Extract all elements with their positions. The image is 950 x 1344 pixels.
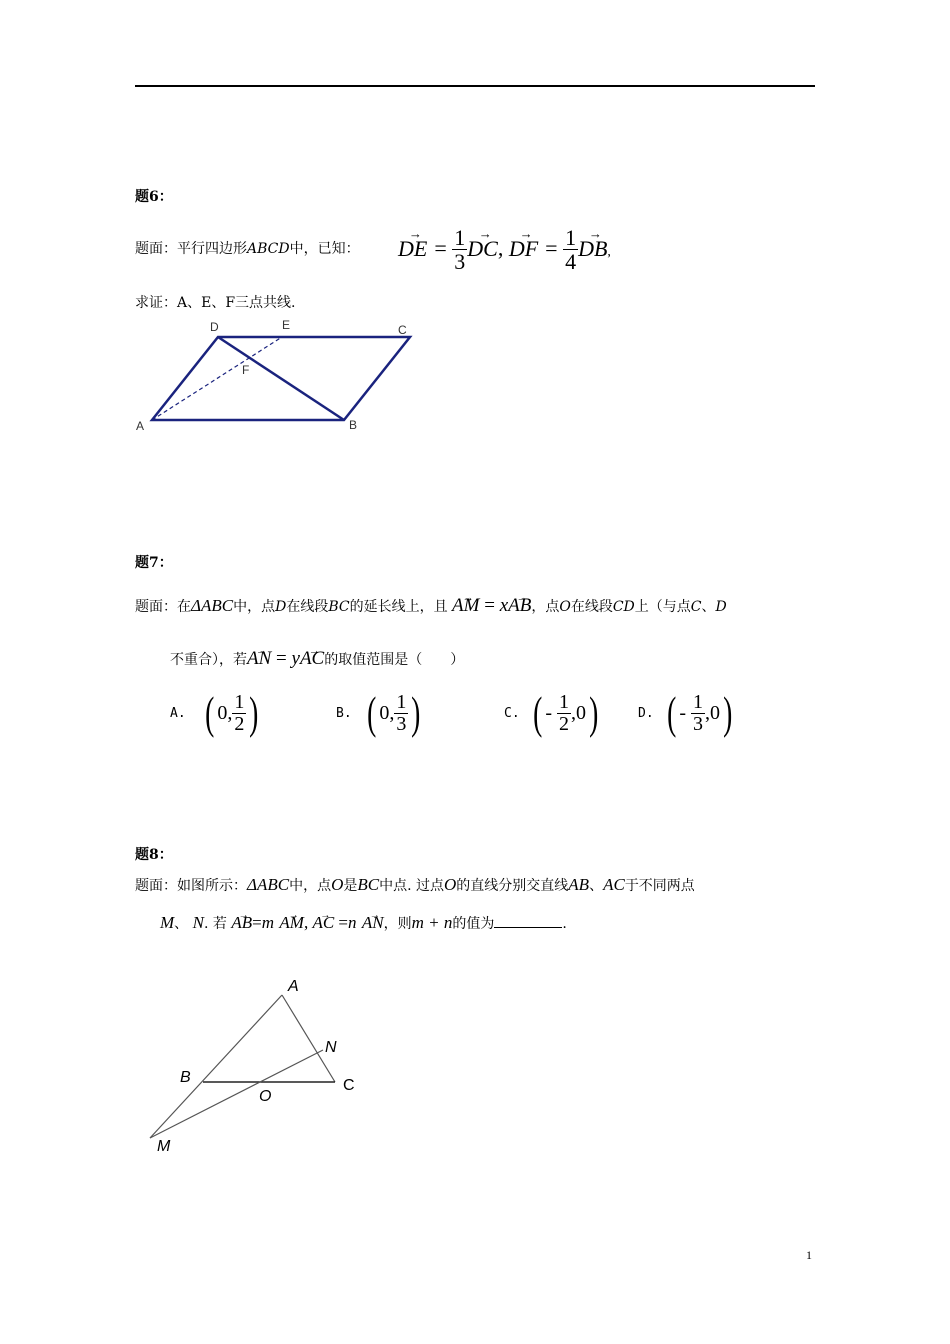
q6-heading: 题6： [135,189,173,205]
label-b: B [349,418,358,432]
option-a-value: ( 0, $\frac{1}{2}$ ) [205,687,259,738]
vec-ac: → AC [300,646,324,672]
fig-label-a: A [288,978,299,995]
q6-formula: → DE = $\frac{1}{3}$ → DC, → DF = $\frac{1}{4}$ → DB, [398,226,611,273]
q8-heading: 题8： [135,847,173,863]
fig-label-m: M [157,1138,171,1155]
option-b-label: B. [336,706,352,721]
q6-statement [135,238,360,258]
fig-label-b: B [180,1069,191,1086]
dashed-ae [152,337,282,420]
q6-prove: 求证：A、E、F三点共线. [135,295,296,311]
vec-ab: → AB [508,593,531,619]
option-d-label: D. [638,706,654,721]
label-d: D [210,320,219,334]
q7-heading: 题7： [135,555,173,571]
frac-one-third: $\frac{1}{3}$ [454,225,466,275]
frac-one-fourth: $\frac{1}{4}$ [565,225,577,275]
vec-de: → DE [398,236,427,262]
q6-shape-name: ABCD [247,241,290,257]
label-e: E [282,318,291,332]
q7-line1: 题面：在ΔABC中，点D在线段BC的延长线上，且 → AM = x→ AB，点O在线段CD上（与点C、D [135,592,727,620]
q8-triangle-figure [145,970,375,1160]
vec-df: → DF [509,236,538,262]
answer-blank[interactable] [494,913,562,928]
option-d-value: ( - $\frac{1}{3}$ ,0 ) [667,687,733,738]
q6-text-prefix: 题面：平行四边形 [135,241,247,257]
line-mn [150,1050,323,1138]
q8-line1: 题面：如图所示：ΔABC中，点O是BC中点. 过点O的直线分别交直线AB、AC于不同两点 [135,875,695,894]
vec-ab-q8: → AB [231,910,252,936]
q7-triangle: ΔABC [191,596,234,615]
page-number: 1 [806,1248,812,1262]
fig-label-c: C [343,1077,355,1094]
vec-an: → AN [247,646,271,672]
label-c: C [398,323,407,337]
vec-am: → AM [452,593,479,619]
option-c-label: C. [504,706,520,721]
fig-label-o: O [259,1088,272,1105]
q7-line2: 不重合），若→ AN = y→ AC的取值范围是（ ） [170,645,464,673]
q6-text-mid: 中，已知： [289,241,360,257]
label-a: A [136,419,145,433]
q6-parallelogram-figure [130,312,430,437]
q8-line2: M、 N. 若 → AB=m → AM, → AC =n → AN，则m + n的值为 . [160,910,567,937]
fig-label-n: N [325,1039,337,1056]
label-f: F [242,363,250,377]
header-rule [135,85,815,87]
vec-am-q8: → AM [279,910,304,936]
line-am [150,995,282,1138]
vec-db: → DB [578,236,607,262]
option-b-value: ( 0, $\frac{1}{3}$ ) [367,687,421,738]
vec-dc: → DC [467,236,498,262]
vec-an-q8: → AN [362,910,384,936]
option-a-label: A. [170,706,186,721]
diagonal-db [218,337,344,420]
vec-ac-q8: → AC [312,910,334,936]
option-c-value: ( - $\frac{1}{2}$ ,0 ) [533,687,599,738]
